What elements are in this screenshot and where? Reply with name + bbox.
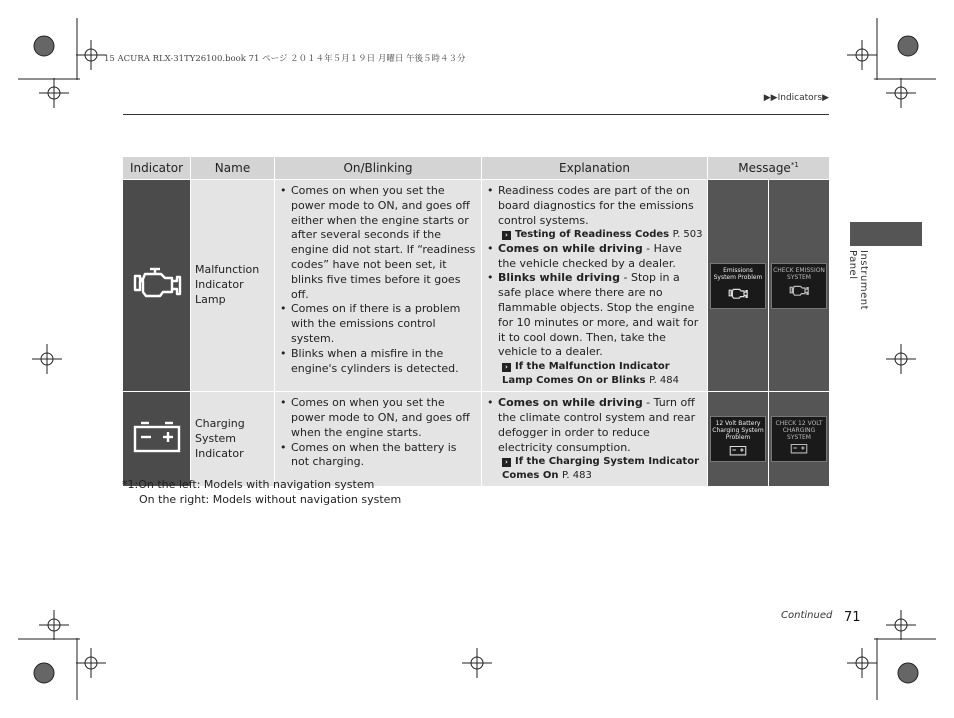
reference-page[interactable]: P. 503: [672, 229, 703, 241]
on-blinking-cell: [275, 180, 481, 391]
reference-page[interactable]: P. 483: [561, 469, 592, 481]
breadcrumb: [764, 93, 829, 103]
message-display-right: [771, 416, 827, 462]
list-item: • Comes on when you set the power mode to ON, and goes off either when the engine starts or after several seconds if the engine did not start. If “readiness codes” have not been set, it blinks five times before it goes off.: [279, 184, 477, 302]
table-row: [123, 180, 829, 391]
book-file-line: 15 ACURA RLX-31TY26100.book 71 ページ ２０１４年５月１９日 月曜日 午後５時４３分: [104, 54, 466, 64]
check-engine-icon: [728, 286, 748, 300]
message-cell-left: [708, 180, 768, 391]
explanation-text: - Stop in a safe place where there are no flammable objects. Stop the engine for 10 minutes or more, and wait for it to cool down. Then, take the vehicle to a dealer.: [498, 271, 699, 359]
breadcrumb-suffix: ▶: [822, 93, 829, 103]
footnote-line: *1:On the left: Models with navigation system: [122, 478, 375, 491]
explanation-cell: [482, 392, 707, 486]
reference-page[interactable]: P. 484: [649, 374, 680, 386]
list-item: [486, 271, 703, 360]
explanation-bold: Comes on while driving: [498, 241, 643, 255]
reference-title[interactable]: Testing of Readiness Codes: [515, 229, 670, 241]
header-rule: [123, 114, 829, 115]
message-text: 12 Volt Battery Charging System Problem: [712, 420, 764, 442]
header-message: [708, 157, 829, 179]
list-item: • Comes on if there is a problem with the emissions control system.: [279, 302, 477, 346]
message-display-left: [710, 416, 766, 462]
list-item: [486, 184, 703, 228]
section-label: [847, 250, 869, 340]
header-explanation: Explanation: [482, 157, 707, 179]
table-header-row: [123, 157, 829, 179]
header-message-label: Message: [738, 161, 791, 175]
battery-icon: [132, 420, 182, 454]
message-cell-left: [708, 392, 768, 486]
footnote: [122, 478, 401, 507]
reference-arrow-icon: ›: [502, 363, 511, 372]
battery-icon: [790, 442, 808, 454]
explanation-text: - Have the vehicle checked by a dealer.: [498, 241, 682, 270]
reference-title[interactable]: If the Charging System Indicator Comes On: [502, 456, 700, 481]
list-item: • Comes on when the battery is not charging.: [279, 441, 477, 471]
message-display-left: [710, 263, 766, 309]
message-text: Emissions System Problem: [713, 266, 763, 281]
indicator-table: [122, 156, 830, 487]
table-row: [123, 392, 829, 486]
battery-icon: [729, 444, 747, 456]
list-item: • Blinks when a misfire in the engine's cylinders is detected.: [279, 347, 477, 377]
indicator-cell: [123, 180, 190, 391]
header-message-note: *1: [790, 161, 799, 169]
footnote-line: On the right: Models without navigation system: [139, 492, 402, 506]
list-item: • Comes on when you set the power mode to ON, and goes off when the engine starts.: [279, 396, 477, 440]
explanation-cell: [482, 180, 707, 391]
section-label-text: Instrument Panel: [847, 250, 869, 311]
header-indicator: Indicator: [123, 157, 190, 179]
on-blinking-cell: [275, 392, 481, 486]
breadcrumb-prefix: ▶▶: [763, 93, 778, 103]
indicator-name: Malfunction Indicator Lamp: [191, 180, 274, 391]
message-text: CHECK EMISSION SYSTEM: [773, 266, 825, 281]
indicator-name: Charging System Indicator: [191, 392, 274, 486]
list-item: [486, 396, 703, 455]
explanation-bold: Blinks while driving: [498, 271, 620, 285]
reference-arrow-icon: ›: [502, 231, 511, 240]
check-engine-icon: [789, 283, 809, 297]
explanation-text: - Turn off the climate control system and rear defogger in order to reduce electricity consumption.: [498, 396, 696, 454]
continued-label: Continued: [781, 610, 833, 621]
reference-arrow-icon: ›: [502, 458, 511, 467]
reference-title[interactable]: If the Malfunction Indicator Lamp Comes On or Blinks: [502, 361, 670, 386]
list-item: [486, 242, 703, 272]
message-text: CHECK 12 VOLT CHARGING SYSTEM: [775, 420, 823, 442]
message-cell-right: [769, 392, 829, 486]
explanation-text: Readiness codes are part of the on board diagnostics for the emissions control systems.: [498, 184, 694, 227]
page-number: 71: [844, 610, 861, 625]
message-display-right: [771, 263, 827, 309]
cross-reference[interactable]: [486, 228, 703, 242]
indicator-cell: [123, 392, 190, 486]
cross-reference[interactable]: [486, 455, 703, 482]
header-on-blinking: On/Blinking: [275, 157, 481, 179]
section-tab[interactable]: [850, 222, 922, 246]
header-name: Name: [191, 157, 274, 179]
explanation-bold: Comes on while driving: [498, 396, 643, 410]
breadcrumb-link[interactable]: Indicators: [777, 93, 823, 103]
check-engine-icon: [132, 266, 182, 300]
message-cell-right: [769, 180, 829, 391]
cross-reference[interactable]: [486, 360, 703, 387]
